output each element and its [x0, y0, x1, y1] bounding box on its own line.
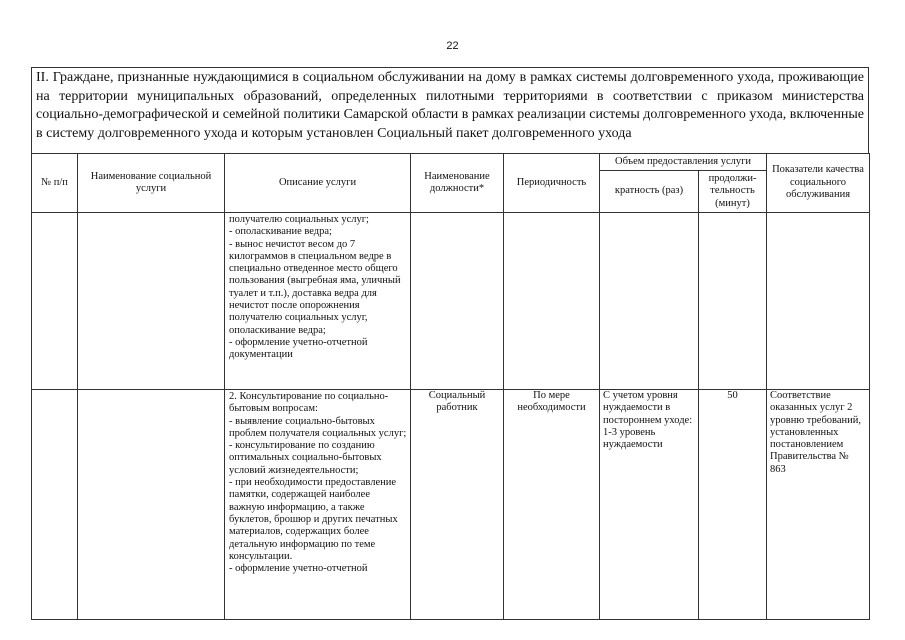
description-line: - консультирование по созданию оптимальных социально-бытовых условий жизнедеятельности;: [229, 440, 382, 476]
description-line: - ополаскивание ведра;: [229, 226, 332, 238]
header-num: № п/п: [32, 154, 78, 213]
cell-quality: Соответствие оказанных услуг 2 уровню требований, установленных постановлением Правительства № 863: [767, 390, 870, 620]
header-quality: Показатели качества социального обслуживания: [767, 154, 870, 213]
description-line: получателю социальных услуг;: [229, 214, 369, 225]
header-frequency: Периодичность: [504, 154, 600, 213]
description-line: - при необходимости предоставление памятки, содержащей наиболее важную информацию, а также буклетов, брошюр и других печатных материалов, содержащих более детальную информацию по теме консультации.: [229, 477, 398, 562]
description-line: - выявление социально-бытовых проблем получателя социальных услуг;: [229, 415, 407, 439]
header-service-name: Наименование социальной услуги: [78, 154, 225, 213]
cell-multiplicity: [600, 213, 699, 390]
description-line: - вынос нечистот весом до 7 килограммов в специальном ведре в специально отведенное место общего пользования (выгребная яма, уличный туалет и т.п.), доставка ведра для нечистот после опорожнения получателю социальных услуг, ополаскивание ведра;: [229, 238, 401, 336]
cell-duration: [699, 213, 767, 390]
cell-frequency: [504, 213, 600, 390]
cell-quality: [767, 213, 870, 390]
cell-service-name: [78, 213, 225, 390]
cell-description: [225, 390, 411, 620]
cell-frequency: По мере необходимости: [504, 390, 600, 620]
description-line: - оформление учетно-отчетной документации: [229, 336, 368, 361]
section-header: II. Граждане, признанные нуждающимися в социальном обслуживании на дому в рамках системы долговременного ухода, проживающие на территории муниципальных образований, определенных пилотными территориями в соответствии с приказом министерства социально-демографической и семейной политики Самарской области в рамках реализации системы долговременного ухода, включенные в систему долговременного ухода и которым установлен Социальный пакет долговременного ухода: [31, 67, 869, 153]
cell-service-name: [78, 390, 225, 620]
header-description: Описание услуги: [225, 154, 411, 213]
table-row: [32, 213, 870, 390]
table-header-row: [32, 154, 870, 171]
cell-duration: 50: [699, 390, 767, 620]
header-duration: продолжи-тельность (минут): [699, 171, 767, 213]
cell-position: [411, 213, 504, 390]
page-number: 22: [446, 40, 459, 52]
document-sheet: [31, 67, 869, 620]
description-line: - оформление учетно-отчетной: [229, 563, 368, 575]
header-multiplicity: кратность (раз): [600, 171, 699, 213]
table-row: [32, 390, 870, 620]
services-table: [31, 153, 870, 620]
cell-position: Социальный работник: [411, 390, 504, 620]
cell-num: [32, 213, 78, 390]
header-position: Наименование должности*: [411, 154, 504, 213]
header-volume-group: Объем предоставления услуги: [600, 154, 767, 171]
cell-multiplicity: С учетом уровня нуждаемости в постороннем уходе: 1-3 уровень нуждаемости: [600, 390, 699, 620]
cell-num: [32, 390, 78, 620]
cell-description: [225, 213, 411, 390]
description-line: 2. Консультирование по социально-бытовым вопросам:: [229, 391, 389, 415]
